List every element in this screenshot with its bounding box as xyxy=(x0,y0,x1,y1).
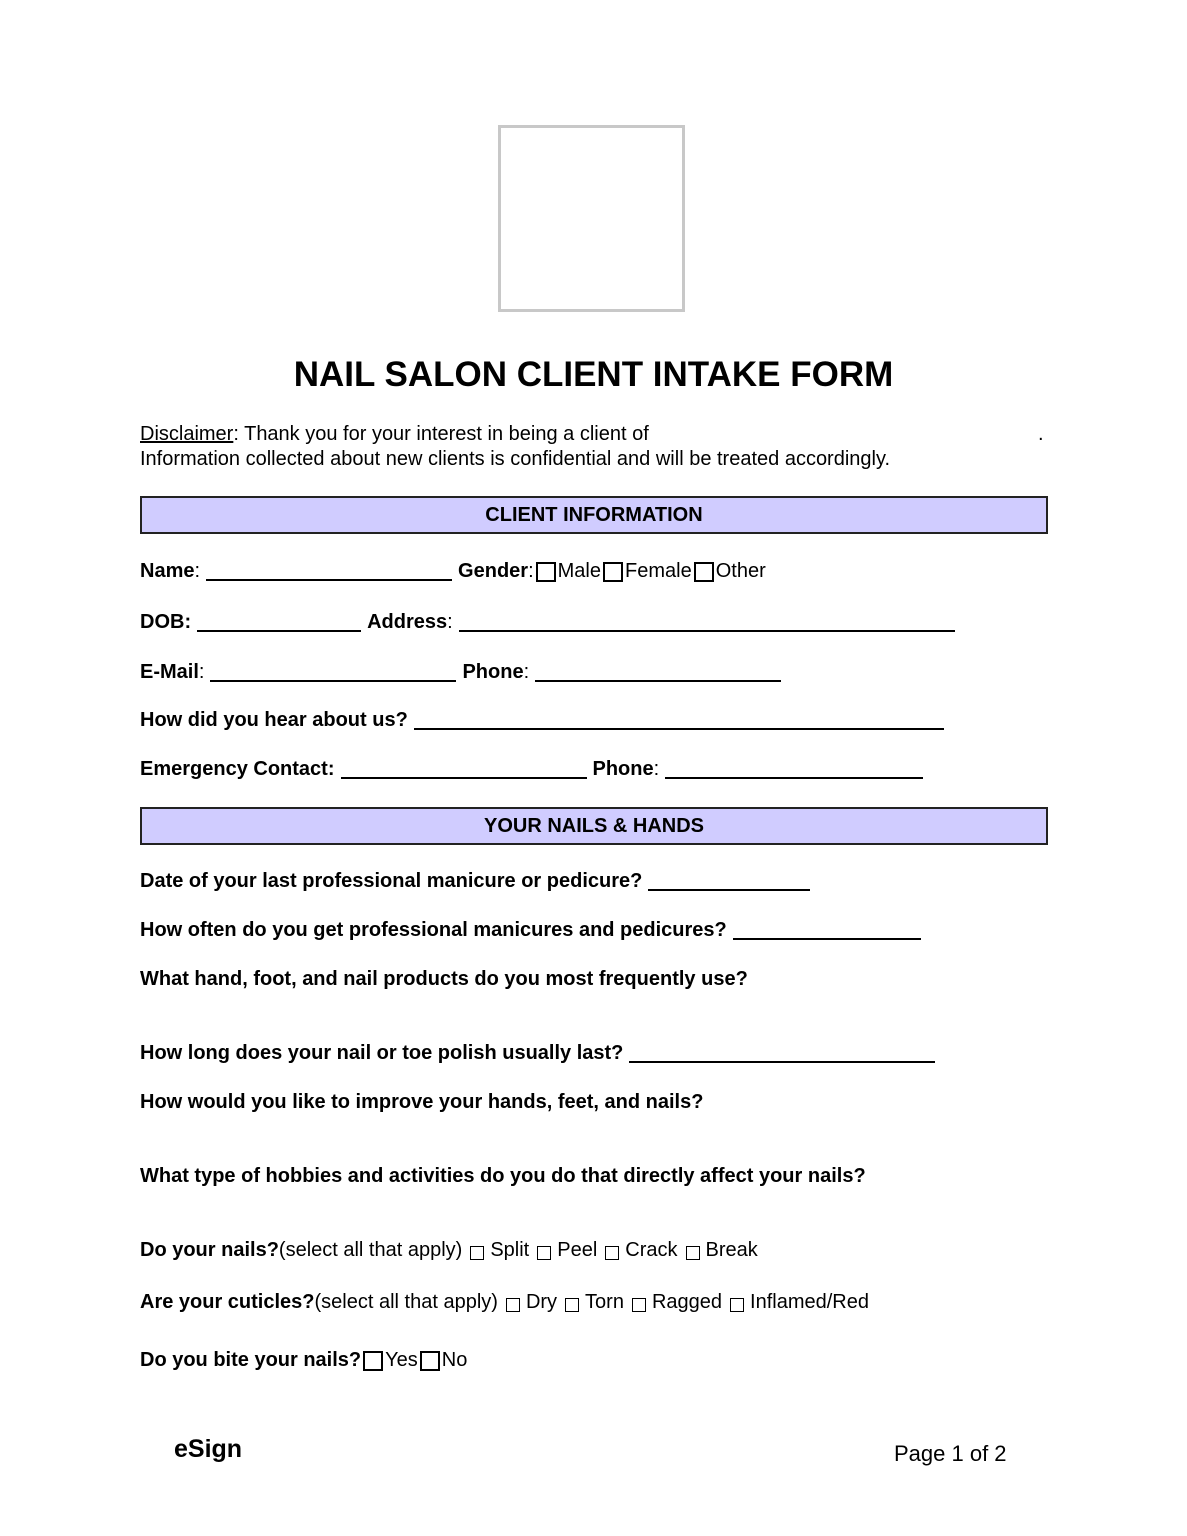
gender-label: Gender xyxy=(458,560,529,582)
row-question-4 xyxy=(140,1042,941,1065)
gender-male-label: Male xyxy=(557,560,601,582)
section-header-client-information: CLIENT INFORMATION xyxy=(140,496,1048,534)
dry-checkbox[interactable] xyxy=(506,1298,520,1312)
address-label: Address xyxy=(367,611,448,633)
hear-about-field[interactable] xyxy=(414,710,944,730)
email-field[interactable] xyxy=(210,662,456,682)
hear-about-label: How did you hear about us? xyxy=(140,709,408,731)
dry-label: Dry xyxy=(525,1291,558,1313)
peel-checkbox[interactable] xyxy=(537,1246,551,1260)
bite-yes-checkbox[interactable] xyxy=(363,1351,383,1371)
row-question-8 xyxy=(140,1291,869,1314)
torn-checkbox[interactable] xyxy=(565,1298,579,1312)
emergency-contact-field[interactable] xyxy=(341,759,587,779)
inflamed-checkbox[interactable] xyxy=(730,1298,744,1312)
break-checkbox[interactable] xyxy=(686,1246,700,1260)
disclaimer-label: Disclaimer xyxy=(140,423,234,445)
emergency-phone-label: Phone xyxy=(592,758,654,780)
disclaimer-period: . xyxy=(1038,423,1044,445)
split-checkbox[interactable] xyxy=(470,1246,484,1260)
question-hobbies: What type of hobbies and activities do you do that directly affect your nails? xyxy=(140,1165,866,1187)
section-header-nails-hands: YOUR NAILS & HANDS xyxy=(140,807,1048,845)
question-bite-nails: Do you bite your nails? xyxy=(140,1349,362,1371)
disclaimer-line-2: Information collected about new clients is confidential and will be treated accordingly. xyxy=(140,448,891,470)
emergency-contact-label: Emergency Contact: xyxy=(140,758,335,780)
page-title: NAIL SALON CLIENT INTAKE FORM xyxy=(293,355,894,394)
disclaimer-line-1 xyxy=(140,423,649,446)
crack-label: Crack xyxy=(625,1239,678,1261)
row-question-6 xyxy=(140,1165,866,1188)
email-label: E-Mail xyxy=(140,661,199,683)
disclaimer-text: : Thank you for your interest in being a client of xyxy=(233,423,649,445)
last-manicure-field[interactable] xyxy=(648,871,810,891)
crack-checkbox[interactable] xyxy=(605,1246,619,1260)
phone-label: Phone xyxy=(462,661,524,683)
ragged-checkbox[interactable] xyxy=(632,1298,646,1312)
esign-logo: eSign xyxy=(174,1435,243,1463)
break-label: Break xyxy=(705,1239,758,1261)
inflamed-label: Inflamed/Red xyxy=(750,1291,869,1313)
row-question-5 xyxy=(140,1091,703,1114)
emergency-phone-field[interactable] xyxy=(665,759,923,779)
gender-female-label: Female xyxy=(625,560,692,582)
ragged-label: Ragged xyxy=(651,1291,723,1313)
row-question-3 xyxy=(140,968,748,991)
phone-field[interactable] xyxy=(535,662,781,682)
name-label: Name xyxy=(140,560,195,582)
bite-yes-label: Yes xyxy=(385,1349,418,1371)
how-often-field[interactable] xyxy=(733,920,921,940)
polish-duration-field[interactable] xyxy=(629,1043,935,1063)
row-question-7 xyxy=(140,1239,758,1262)
row-question-9 xyxy=(140,1349,467,1372)
logo-placeholder xyxy=(498,125,685,312)
select-all-hint: (select all that apply) xyxy=(314,1291,498,1313)
peel-label: Peel xyxy=(557,1239,598,1261)
dob-field[interactable] xyxy=(197,612,361,632)
row-hear-about xyxy=(140,709,950,732)
question-cuticles: Are your cuticles? xyxy=(140,1291,315,1313)
torn-label: Torn xyxy=(585,1291,624,1313)
question-products: What hand, foot, and nail products do you most frequently use? xyxy=(140,968,748,990)
address-field[interactable] xyxy=(459,612,955,632)
question-last-manicure: Date of your last professional manicure or pedicure? xyxy=(140,870,643,892)
split-label: Split xyxy=(490,1239,530,1261)
question-improve: How would you like to improve your hands, feet, and nails? xyxy=(140,1091,704,1113)
bite-no-label: No xyxy=(441,1349,468,1371)
row-dob-address: DOB: Address : xyxy=(140,611,961,634)
row-question-2 xyxy=(140,919,927,942)
bite-no-checkbox[interactable] xyxy=(420,1351,440,1371)
select-all-hint: (select all that apply) xyxy=(278,1239,463,1261)
row-email-phone: E-Mail : Phone : xyxy=(140,661,787,684)
dob-label: DOB: xyxy=(140,611,192,633)
question-polish-duration: How long does your nail or toe polish usually last? xyxy=(140,1042,624,1064)
gender-other-checkbox[interactable] xyxy=(694,562,714,582)
row-name-gender: Name : Gender : Male Female Other xyxy=(140,560,766,582)
question-nails-condition: Do your nails? xyxy=(140,1239,279,1261)
name-field[interactable] xyxy=(206,561,452,581)
gender-female-checkbox[interactable] xyxy=(603,562,623,582)
page-number: Page 1 of 2 xyxy=(894,1441,1007,1466)
row-emergency-contact: Emergency Contact: Phone : xyxy=(140,758,929,781)
gender-male-checkbox[interactable] xyxy=(536,562,556,582)
question-how-often: How often do you get professional manicures and pedicures? xyxy=(140,919,727,941)
gender-other-label: Other xyxy=(715,560,766,582)
row-question-1 xyxy=(140,870,816,893)
